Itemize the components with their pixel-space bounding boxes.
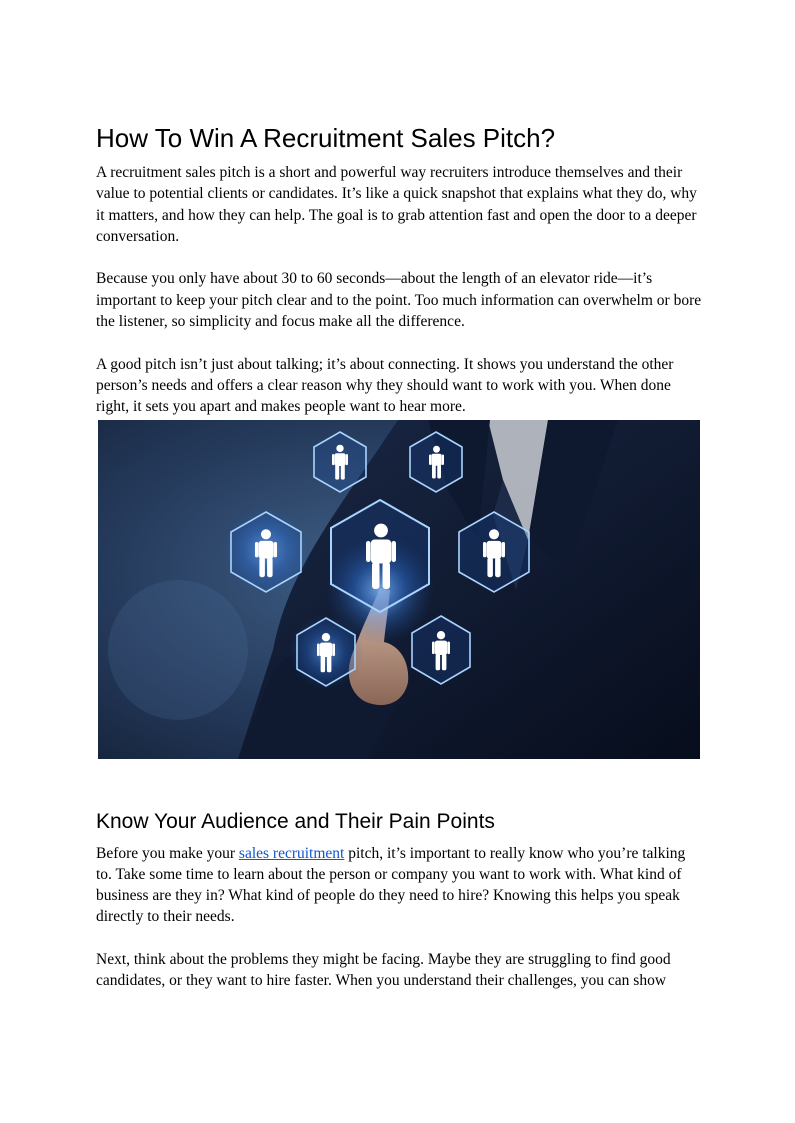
intro-paragraph-3: A good pitch isn’t just about talking; it’s about connecting. It shows you understand the other person’s needs and offers a clear reason why they should want to work with you. When done right, it sets you apart and makes people want to hear more.: [96, 355, 674, 416]
intro-paragraph-2: Because you only have about 30 to 60 seconds—about the length of an elevator ride—it’s important to keep your pitch clear and to the point. Too much information can overwhelm or bore the listener, so simplicity and focus make all the difference.: [96, 270, 702, 331]
network-illustration: [98, 420, 700, 759]
sales-recruitment-link[interactable]: sales recruitment: [238, 844, 345, 862]
network-illustration-svg: [98, 420, 700, 759]
page-title: How To Win A Recruitment Sales Pitch?: [96, 123, 556, 153]
audience-section: [96, 809, 702, 992]
intro-paragraph-1: A recruitment sales pitch is a short and powerful way recruiters introduce themselves and their value to potential clients or candidates. It’s like a quick snapshot that explains what they do, why it matters, and how they can help. The goal is to grab attention fast and open the door to a deeper conversation.: [96, 164, 697, 245]
article: [96, 122, 702, 992]
section-paragraph-2: Next, think about the problems they might be facing. Maybe they are struggling to find good candidates, or they want to hire faster. When you understand their challenges, you can show: [96, 951, 671, 990]
p1-text-after-link: pitch, it’s important to really know who you’re talking to. Take some time to learn about the person or company you want to work with. What kind of business are they in? What kind of people do they need to hire? Knowing this helps you speak directly to their needs.: [96, 844, 686, 926]
section-paragraph-1: [96, 843, 702, 928]
p1-text-before-link: Before you make your: [96, 844, 239, 862]
section-heading: Know Your Audience and Their Pain Points: [96, 809, 495, 833]
